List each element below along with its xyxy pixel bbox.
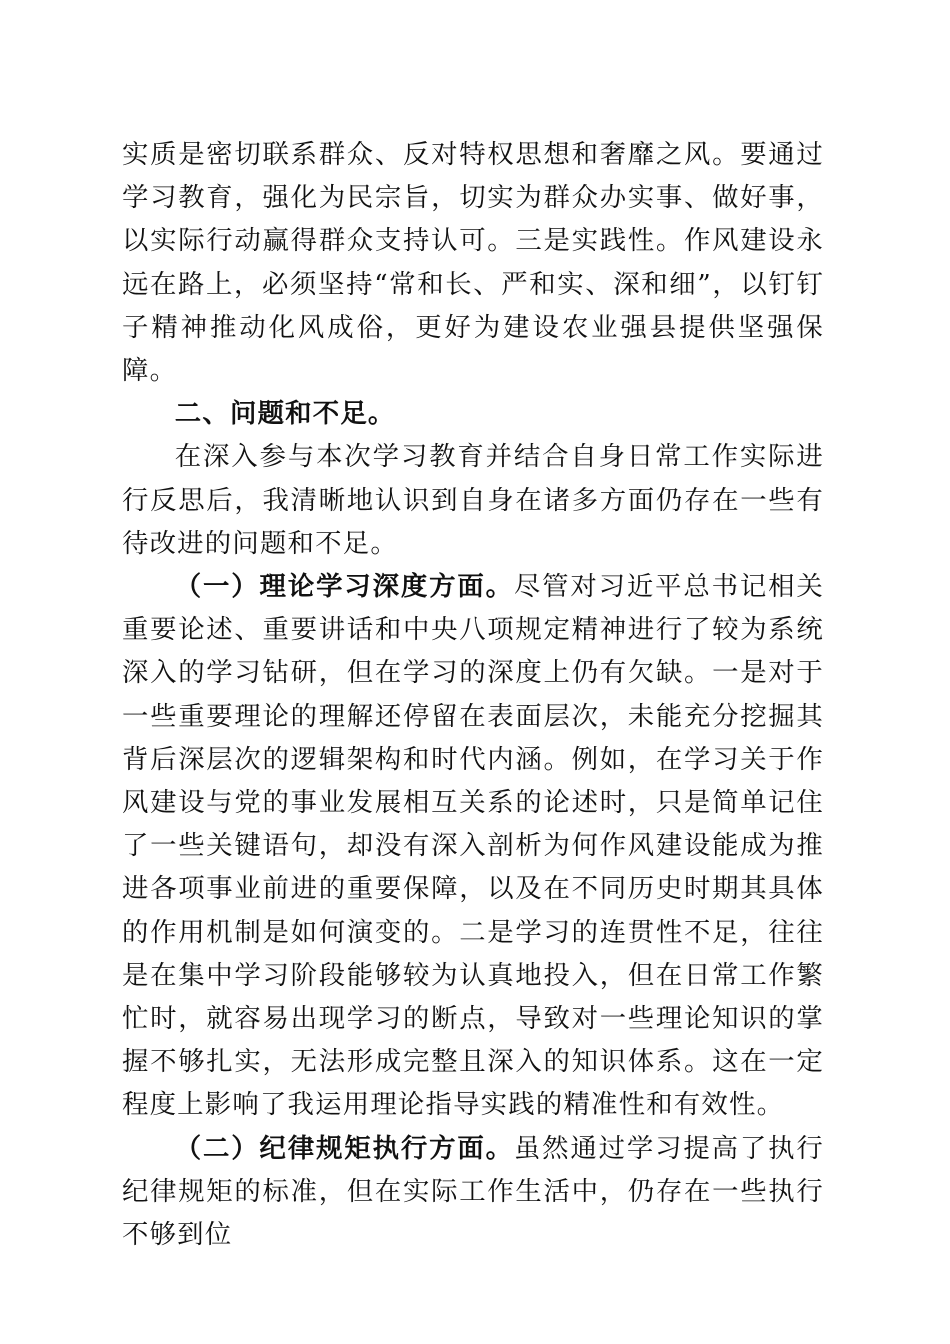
section-heading: 二、问题和不足。 [174,398,396,430]
paragraph-item-1 [122,565,824,1127]
item-2-lead: （二）纪律规矩执行方面。 [174,1132,514,1164]
paragraph-intro: 在深入参与本次学习教育并结合自身日常工作实际进行反思后，我清晰地认识到自身在诸多方面仍存在一些有待改进的问题和不足。 [122,441,824,559]
item-1-lead: （一）理论学习深度方面。 [174,571,514,603]
item-2-body: 虽然通过学习提高了执行纪律规矩的标准，但在实际工作生活中，仍存在一些执行不够到位 [122,1132,824,1251]
document-body [122,133,824,1256]
item-1-body: 尽管对习近平总书记相关重要论述、重要讲话和中央八项规定精神进行了较为系统深入的学习钻研，但在学习的深度上仍有欠缺。一是对于一些重要理论的理解还停留在表面层次，未能充分挖掘其背后深层次的逻辑架构和时代内涵。例如，在学习关于作风建设与党的事业发展相互关系的论述时，只是简单记住了一些关键语句，却没有深入剖析为何作风建设能成为推进各项事业前进的重要保障，以及在不同历史时期其具体的作用机制是如何演变的。二是学习的连贯性不足，往往是在集中学习阶段能够较为认真地投入，但在日常工作繁忙时，就容易出现学习的断点，导致对一些理论知识的掌握不够扎实，无法形成完整且深入的知识体系。这在一定程度上影响了我运用理论指导实践的精准性和有效性。 [122,571,824,1121]
paragraph-item-2 [122,1127,824,1257]
paragraph-continuation: 实质是密切联系群众、反对特权思想和奢靡之风。要通过学习教育，强化为民宗旨，切实为群众办实事、做好事，以实际行动赢得群众支持认可。三是实践性。作风建设永远在路上，必须坚持“常和长、严和实、深和细”，以钉钉子精神推动化风成俗，更好为建设农业强县提供坚强保障。 [122,139,824,387]
